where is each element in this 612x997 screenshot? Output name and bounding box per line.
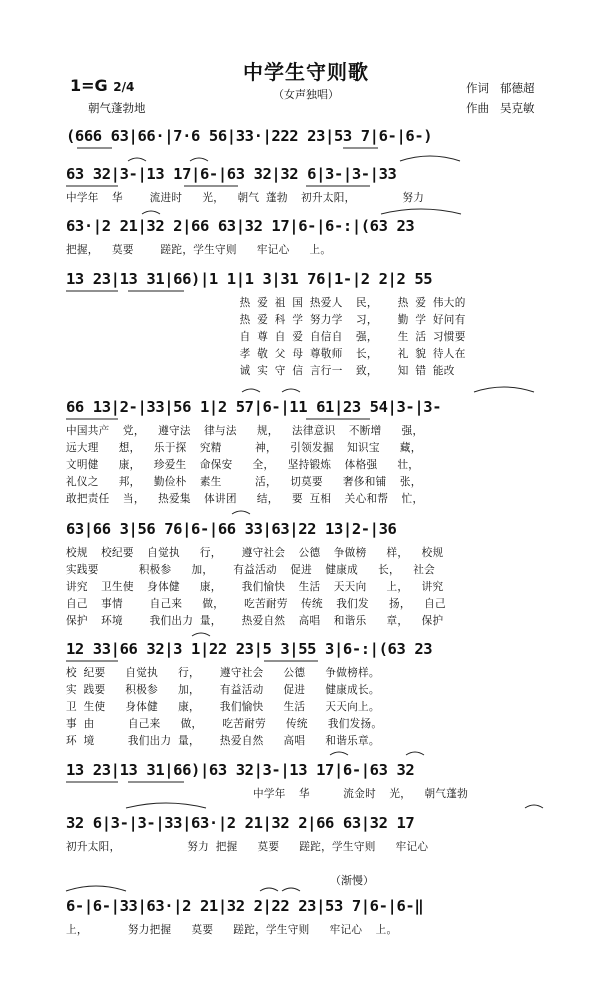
- lyric-line: 中学年 华 流进时 光， 朝气 蓬勃 初升太阳， 努力: [66, 192, 425, 204]
- lyric-line: 热 爱 科 学 努力学 习， 勤 学 好问有: [66, 314, 466, 326]
- notation-line-3: 63·|2 21|32 2|66 63|32 17|6-|6-:|(63 23: [66, 217, 415, 235]
- lyric-line: 上， 努力把握 莫要 蹉跎，学生守则 牢记心 上。: [66, 924, 398, 936]
- lyric-line: 保护 环境 我们出力 量， 热爱自然 高唱 和谐乐 章， 保护: [66, 615, 444, 627]
- lyric-line: 卫 生使 身体健 康， 我们愉快 生活 天天向上。: [66, 701, 380, 713]
- beam-underlines: [66, 148, 378, 782]
- notation-line-8: 13 23|13 31|66)|63 32|3-|13 17|6-|63 32: [66, 761, 415, 779]
- lyricist-name: 郁德超: [499, 81, 535, 95]
- notation-line-5: 66 13|2-|33|56 1|2 57|6-|11 61|23 54|3-|3-: [66, 398, 442, 416]
- song-subtitle: （女声独唱）: [273, 88, 339, 101]
- notation-line-7: 12 33|66 32|3 1|22 23|5 3|55 3|6-:|(63 23: [66, 640, 433, 658]
- notation-line-10: 6-|6-|33|63·|2 21|32 2|22 23|53 7|6-|6-‖: [66, 897, 424, 915]
- lyric-line: 远大理 想， 乐于探 究精 神， 引领发掘 知识宝 藏，: [66, 442, 422, 454]
- lyric-line: 初升太阳， 努力 把握 莫要 蹉跎，学生守则 牢记心: [66, 841, 429, 853]
- lyric-line: 文明健 康， 珍爱生 命保安 全， 坚持锻炼 体格强 壮，: [66, 459, 420, 471]
- lyric-line: 中国共产 党， 遵守法 律与法 规， 法律意识 不断增 强，: [66, 425, 424, 437]
- lyric-line: 把握， 莫要 蹉跎，学生守则 牢记心 上。: [66, 244, 332, 256]
- notation-line-9: 32 6|3-|3-|33|63·|2 21|32 2|66 63|32 17: [66, 814, 415, 832]
- composer-name: 吴克敏: [499, 101, 535, 115]
- lyric-line: 讲究 卫生使 身体健 康， 我们愉快 生活 天天向 上， 讲究: [66, 581, 444, 593]
- lyric-line: 热 爱 祖 国 热爱人 民， 热 爱 伟大的: [66, 297, 466, 309]
- lyric-line: 礼仪之 邦， 勤俭朴 素生 活， 切莫要 奢侈和铺 张，: [66, 476, 422, 488]
- lyric-line: 诚 实 守 信 言行一 致， 知 错 能改: [66, 365, 455, 377]
- lyric-line: 校 纪要 自觉执 行， 遵守社会 公德 争做榜样。: [66, 667, 380, 679]
- tempo-change-mark: （渐慢）: [330, 874, 374, 887]
- notation-line-2: 63 32|3-|13 17|6-|63 32|32 6|3-|3-|33: [66, 165, 397, 183]
- lyric-line: 校规 校纪要 自觉执 行， 遵守社会 公德 争做榜 样， 校规: [66, 547, 444, 559]
- tie-marks: [66, 156, 543, 891]
- song-title: 中学生守则歌: [243, 60, 369, 84]
- lyric-line: 事 由 自己来 做， 吃苦耐劳 传统 我们发扬。: [66, 718, 383, 730]
- lyric-line: 中学年 华 流金时 光， 朝气蓬勃: [66, 788, 469, 800]
- lyric-line: 孝 敬 父 母 尊敬师 长， 礼 貌 待人在: [66, 348, 466, 360]
- composer-label: 作曲: [466, 101, 489, 115]
- notation-line-6: 63|66 3|56 76|6-|66 33|63|22 13|2-|36: [66, 520, 397, 538]
- key-label: 1=G: [70, 76, 108, 95]
- time-signature: 2/4: [113, 80, 135, 94]
- lyric-line: 敢把责任 当， 热爱集 体讲团 结， 要 互相 关心和帮 忙，: [66, 493, 424, 505]
- lyric-line: 实 践要 积极参 加， 有益活动 促进 健康成长。: [66, 684, 380, 696]
- lyric-line: 环 境 我们出力 量， 热爱自然 高唱 和谐乐章。: [66, 735, 380, 747]
- lyricist-label: 作词: [466, 81, 489, 95]
- notation-line-1: (666 63|66·|7·6 56|33·|222 23|53 7|6-|6-): [66, 127, 433, 145]
- notation-line-4: 13 23|13 31|66)|1 1|1 3|31 76|1-|2 2|2 55: [66, 270, 433, 288]
- lyric-line: 自 尊 自 爱 自信自 强， 生 活 习惯要: [66, 331, 466, 343]
- tempo-marking: 朝气蓬勃地: [88, 101, 146, 115]
- lyric-line: 实践要 积极参 加， 有益活动 促进 健康成 长， 社会: [66, 564, 436, 576]
- lyric-line: 自己 事情 自己来 做， 吃苦耐劳 传统 我们发 扬， 自己: [66, 598, 446, 610]
